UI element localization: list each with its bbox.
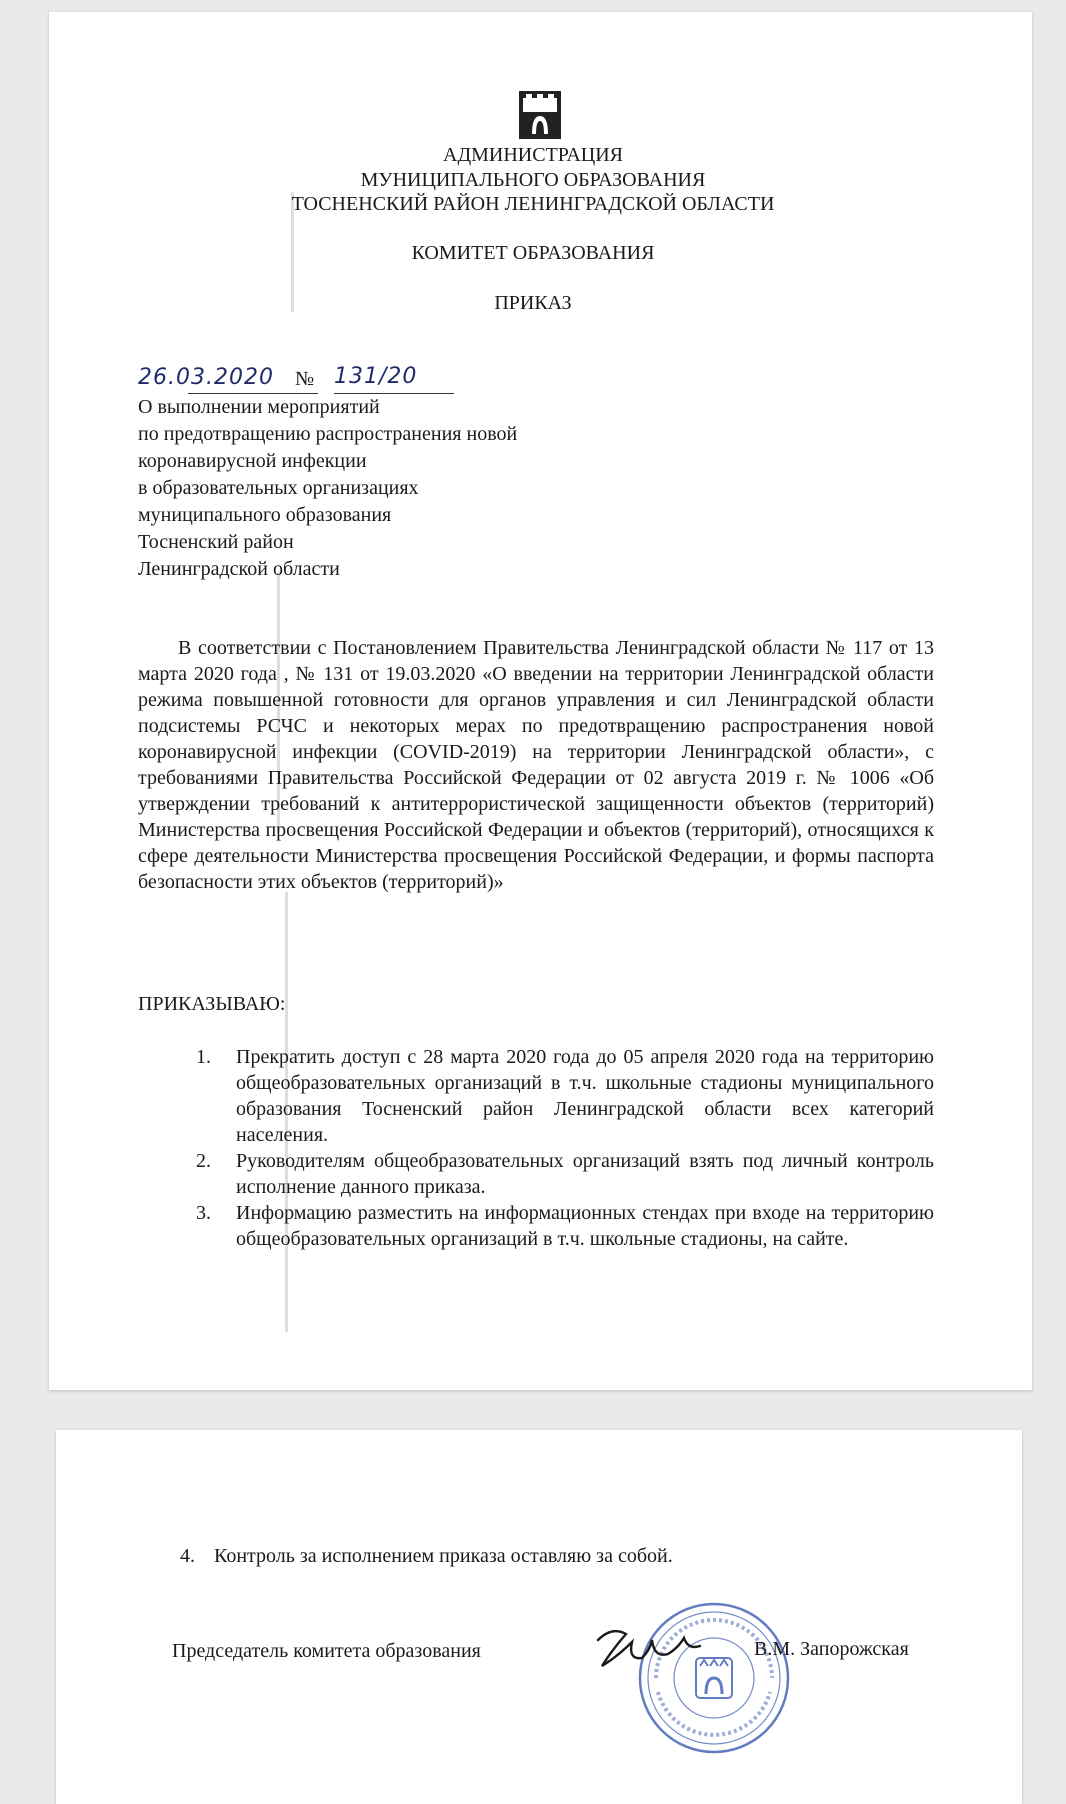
- subject-line: муниципального образования: [138, 504, 392, 526]
- list-item: [196, 1200, 934, 1252]
- list-item-text: Информацию разместить на информационных стендах при входе на территорию общеобразовательных организаций в т.ч. школьные стадионы, на сайте.: [236, 1202, 934, 1250]
- coat-of-arms-icon: [518, 90, 562, 140]
- order-items-list: [196, 1044, 934, 1252]
- handwritten-signature: [592, 1620, 702, 1680]
- list-item-number: 2.: [196, 1150, 211, 1172]
- subject-line: О выполнении мероприятий: [138, 396, 380, 418]
- header-committee: КОМИТЕТ ОБРАЗОВАНИЯ: [411, 242, 655, 264]
- subject-line: в образовательных организациях: [138, 477, 419, 499]
- document-page-2: [56, 1430, 1022, 1804]
- order-date: 26.03.2020: [138, 365, 274, 390]
- order-number: 131/20: [334, 364, 418, 389]
- header-district: ТОСНЕНСКИЙ РАЙОН ЛЕНИНГРАДСКОЙ ОБЛАСТИ: [291, 193, 775, 215]
- list-item-number: 1.: [196, 1046, 211, 1068]
- subject-line: Тосненский район: [138, 531, 294, 553]
- list-item: [196, 1044, 934, 1148]
- preamble-paragraph: В соответствии с Постановлением Правительства Ленинградской области № 117 от 13 марта 2020 года , № 131 от 19.03.2020 «О введении на территории Ленинградской области режима повышенной готовности для органов управления и сил Ленинградской области подсистемы РСЧС и некоторых мерах по предотвращению распространения новой коронавирусной инфекции (COVID-2019) на территории Ленинградской области», с требованиями Правительства Российской Федерации от 02 августа 2019 г. № 1006 «Об утверждении требований к антитеррористической защищенности объектов (территорий) Министерства просвещения Российской Федерации и объектов (территорий), относящихся к сфере деятельности Министерства просвещения Российской Федерации, и формы паспорта безопасности этих объектов (территорий)»: [138, 637, 934, 893]
- list-item-number: 4.: [180, 1545, 195, 1567]
- list-item: [196, 1148, 934, 1200]
- decree-heading: ПРИКАЗЫВАЮ:: [138, 993, 286, 1015]
- subject-line: по предотвращению распространения новой: [138, 423, 518, 445]
- list-item-text: Прекратить доступ с 28 марта 2020 года до 05 апреля 2020 года на территорию общеобразовательных организаций в т.ч. школьные стадионы муниципального образования Тосненский район Ленинградской области всех категорий населения.: [236, 1046, 934, 1146]
- header-municipality: МУНИЦИПАЛЬНОГО ОБРАЗОВАНИЯ: [360, 169, 706, 191]
- number-sign: №: [295, 368, 315, 390]
- list-item-number: 3.: [196, 1202, 211, 1224]
- list-item-text: Руководителям общеобразовательных организаций взять под личный контроль исполнение данного приказа.: [236, 1150, 934, 1198]
- list-item-text: Контроль за исполнением приказа оставляю за собой.: [214, 1545, 673, 1567]
- document-type: ПРИКАЗ: [494, 292, 572, 314]
- header-administration: АДМИНИСТРАЦИЯ: [443, 144, 623, 166]
- subject-line: коронавирусной инфекции: [138, 450, 367, 472]
- list-item-4: [180, 1545, 673, 1568]
- signatory-title: Председатель комитета образования: [172, 1640, 481, 1662]
- order-subject: [138, 394, 517, 583]
- subject-line: Ленинградской области: [138, 558, 340, 580]
- signatory-name: В.М. Запорожская: [754, 1638, 909, 1660]
